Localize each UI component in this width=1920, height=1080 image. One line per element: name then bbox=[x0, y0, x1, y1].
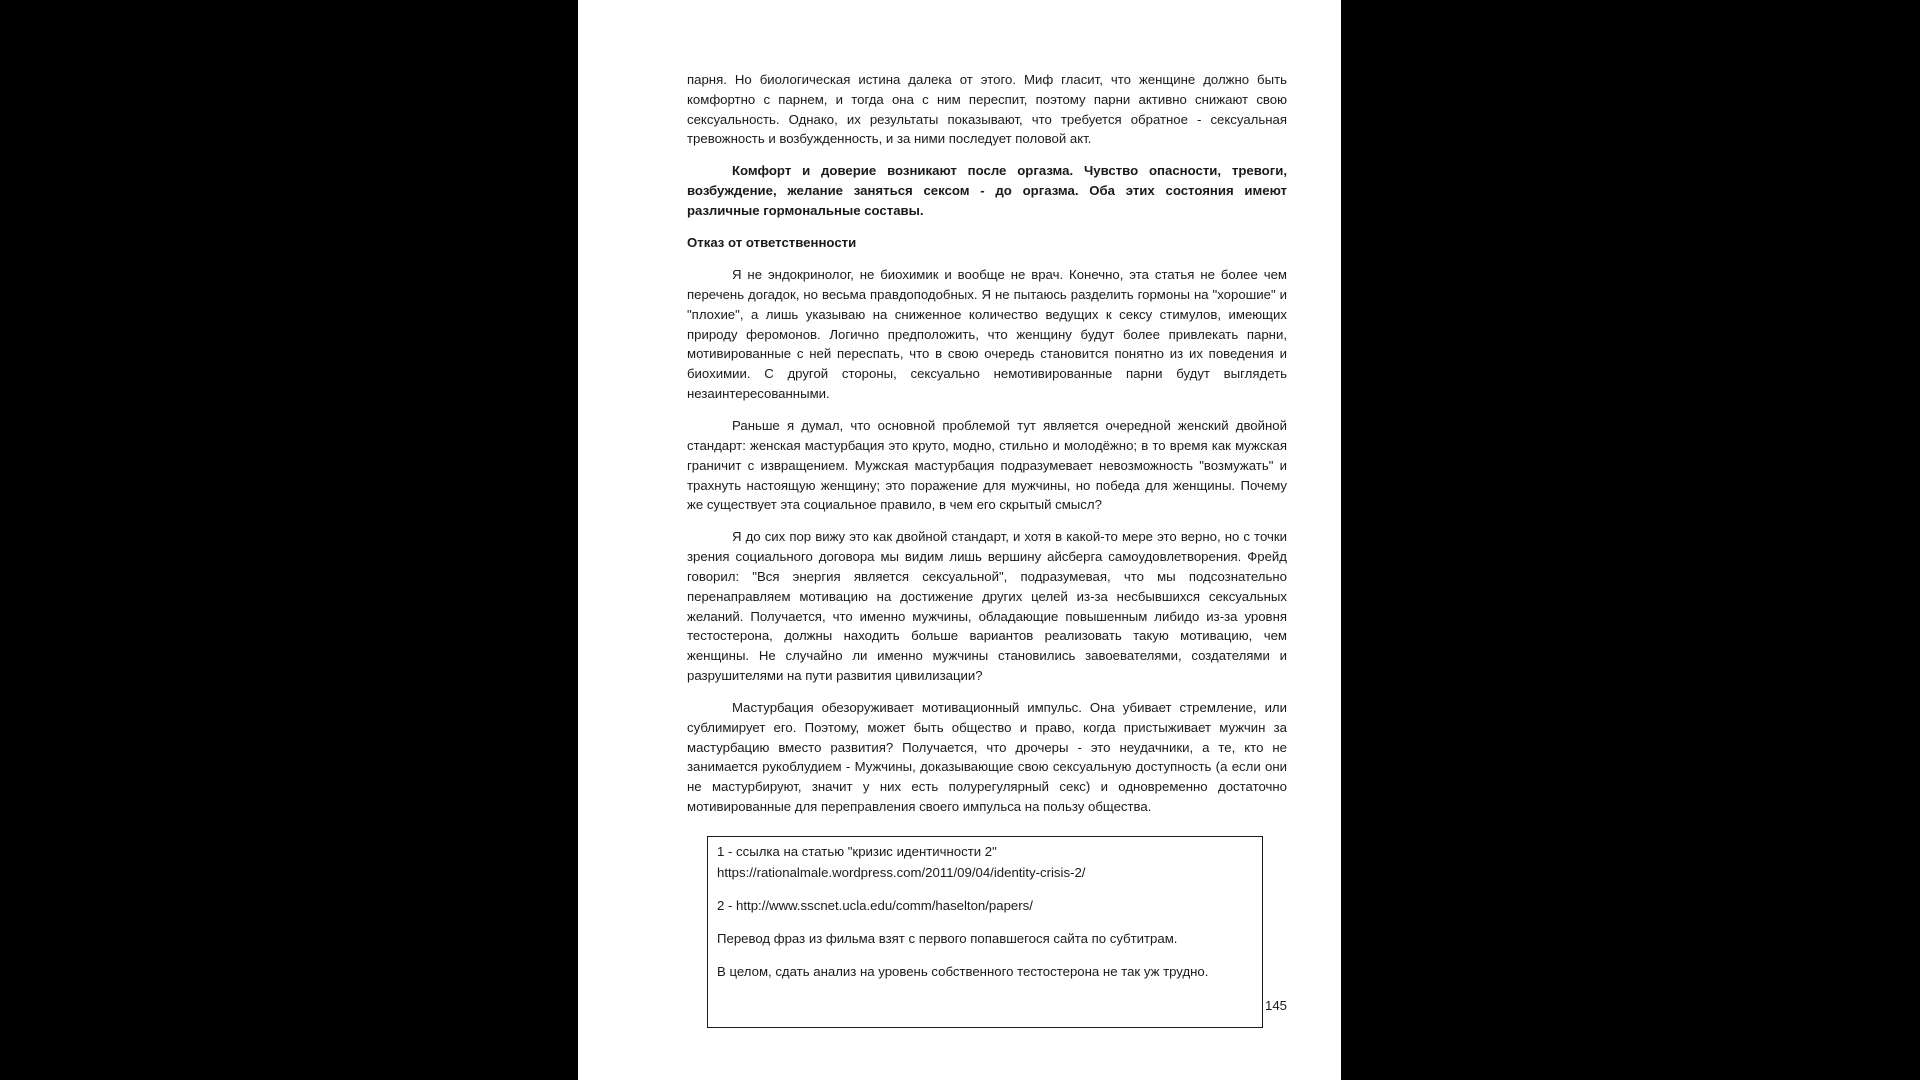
footnote-2[interactable]: 2 - http://www.sscnet.ucla.edu/comm/haselton/papers/ bbox=[717, 898, 1033, 913]
footnote-1 bbox=[717, 841, 1253, 883]
paragraph-motivation: Мастурбация обезоруживает мотивационный импульс. Она убивает стремление, или сублимирует его. Поэтому, может быть общество и право, когда пристыживает мужчин за мастурбацию вместо развития? Получается, что дрочеры - это неудачники, а те, кто не занимается рукоблудием - Мужчины, доказывающие свою сексуальную доступность (а если они не мастурбируют, значит у них есть полурегулярный секс) и одновременно достаточно мотивированные для переправления своего импульса на пользу общества. bbox=[687, 700, 1287, 815]
footnote-1-link[interactable]: https://rationalmale.wordpress.com/2011/09/04/identity-crisis-2/ bbox=[717, 865, 1086, 880]
page-body bbox=[687, 70, 1287, 829]
page-number: 145 bbox=[1265, 998, 1288, 1013]
paragraph-bold-thesis: Комфорт и доверие возникают после оргазма. Чувство опасности, тревоги, возбуждение, желание заняться сексом - до оргазма. Оба этих состояния имеют различные гормональные составы. bbox=[687, 163, 1287, 219]
paragraph-disclaimer: Я не эндокринолог, не биохимик и вообще не врач. Конечно, эта статья не более чем перечень догадок, но весьма правдоподобных. Я не пытаюсь разделить гормоны на "хорошие" и "плохие", а лишь указываю на сниженное количество ведущих к сексу стимулов, имеющих природу феромонов. Логично предположить, что женщину будут более привлекать парни, мотивированные с ней переспать, что в свою очередь становится понятно из их поведения и биохимии. С другой стороны, сексуально немотивированные парни будут выглядеть незаинтересованными. bbox=[687, 267, 1287, 402]
section-heading-disclaimer: Отказ от ответственности bbox=[687, 235, 857, 251]
footnotes-box bbox=[707, 836, 1263, 1028]
paragraph-double-standard: Раньше я думал, что основной проблемой тут является очередной женский двойной стандарт: женская мастурбация это круто, модно, стильно и молодёжно; в то время как мужская граничит с извращением. Мужская мастурбация подразумевает невозможность "возмужать" и трахнуть настоящую женщину; это поражение для мужчины, но победа для женщины. Почему же существует эта социальное правило, в чем его скрытый смысл? bbox=[687, 418, 1287, 513]
footnote-1-title: 1 - ссылка на статью "кризис идентичности 2" bbox=[717, 844, 997, 859]
paragraph-continuation: парня. Но биологическая истина далека от этого. Миф гласит, что женщине должно быть комфортно с парнем, и тогда она с ним переспит, поэтому парни активно снижают свою сексуальность. Однако, их результаты показывают, что требуется обратное - сексуальная тревожность и возбужденность, и за ними последует половой акт. bbox=[687, 72, 1287, 147]
paragraph-freud: Я до сих пор вижу это как двойной стандарт, и хотя в какой-то мере это верно, но с точки зрения социального договора мы видим лишь вершину айсберга самоудовлетворения. Фрейд говорил: "Вся энергия является сексуальной", подразумевая, что мы подсознательно перенаправляем мотивацию на достижение других целей из-за несбывшихся сексуальных желаний. Получается, что именно мужчины, обладающие повышенным либидо из-за уровня тестостерона, должны находить больше вариантов реализовать такую мотивацию, чем женщины. Не случайно ли именно мужчины становились завоевателями, создателями и разрушителями на пути развития цивилизации? bbox=[687, 529, 1287, 683]
document-page bbox=[578, 0, 1341, 1080]
footnote-note-testosterone: В целом, сдать анализ на уровень собственного тестостерона не так уж трудно. bbox=[717, 964, 1209, 979]
footnote-note-translation: Перевод фраз из фильма взят с первого попавшегося сайта по субтитрам. bbox=[717, 931, 1178, 946]
